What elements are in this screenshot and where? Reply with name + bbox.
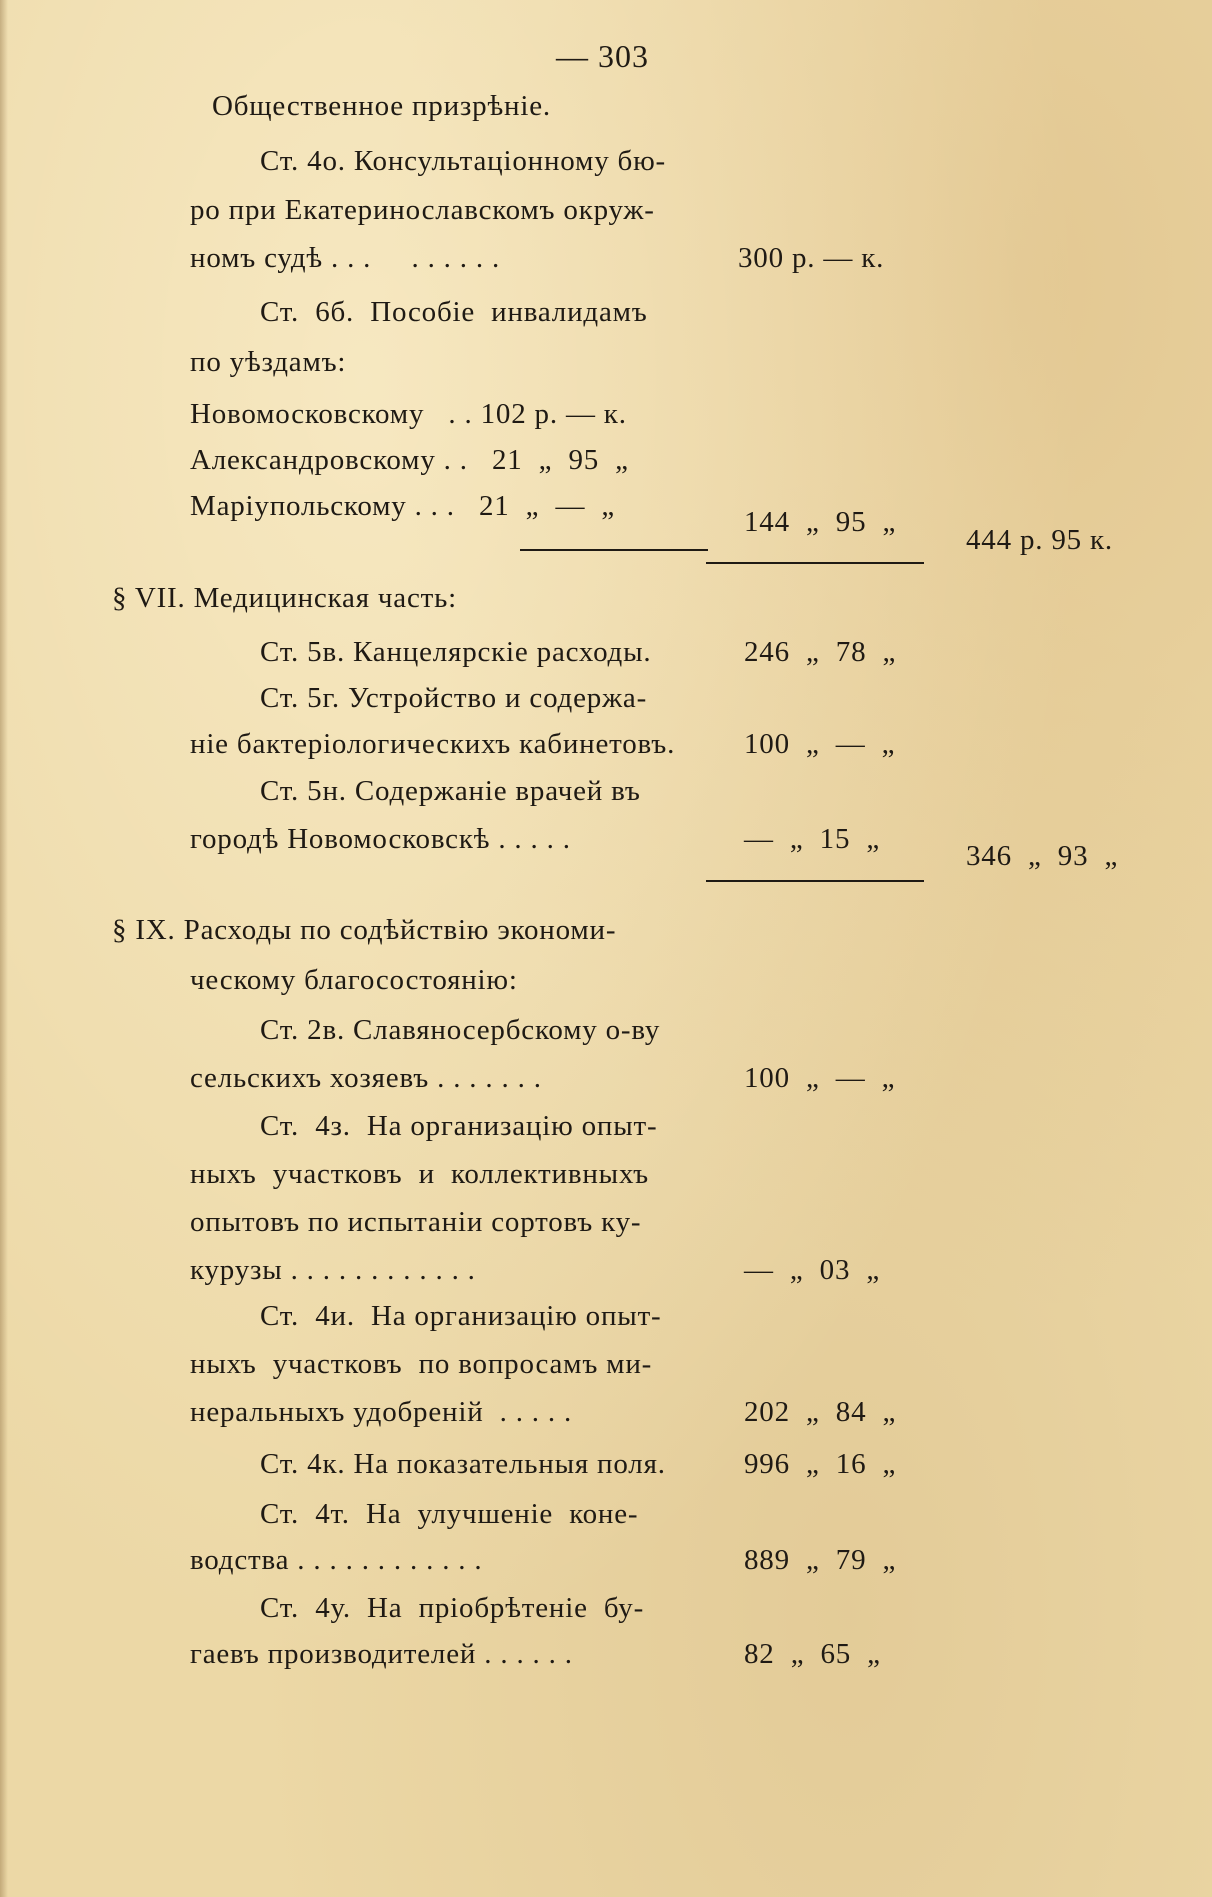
st-4k: Ст. 4к. На показательныя поля. — [260, 1448, 666, 1480]
st-5n-l1: Ст. 5н. Содержаніе врачей въ — [260, 775, 641, 807]
st-5n-amt: — „ 15 „ — [744, 823, 881, 855]
st-4t-l1: Ст. 4т. На улучшеніе коне- — [260, 1498, 639, 1530]
st-4i-amt: 202 „ 84 „ — [744, 1396, 897, 1428]
page-edge-shadow — [0, 0, 8, 1897]
section-vii: § VII. Медицинская часть: — [112, 582, 457, 614]
st-5n-l2: городѣ Новомосковскѣ . . . . . — [190, 823, 571, 855]
st-4u-amt: 82 „ 65 „ — [744, 1638, 881, 1670]
st-6b-l2: по уѣздамъ: — [190, 346, 347, 378]
st-4t-l2: водства . . . . . . . . . . . . — [190, 1544, 483, 1576]
total-vii: 346 „ 93 „ — [966, 840, 1119, 872]
st-4z-amt: — „ 03 „ — [744, 1254, 881, 1286]
st-5v: Ст. 5в. Канцелярскіе расходы. — [260, 636, 652, 668]
st-4t-amt: 889 „ 79 „ — [744, 1544, 897, 1576]
st-4u-l2: гаевъ производителей . . . . . . — [190, 1638, 573, 1670]
section-ix-l2: ческому благосостоянію: — [190, 964, 518, 996]
st-4o-amt: 300 р. — к. — [738, 242, 885, 274]
page-number: — 303 — [556, 38, 649, 74]
sub-mariupol: Маріупольскому . . . 21 „ — „ — [190, 490, 616, 522]
st-2v-l2: сельскихъ хозяевъ . . . . . . . — [190, 1062, 542, 1094]
section-ix-l1: § IX. Расходы по содѣйствію экономи- — [112, 914, 617, 946]
st-4z-l2: ныхъ участковъ и коллективныхъ — [190, 1158, 649, 1190]
st-5g-l2: ніе бактеріологическихъ кабинетовъ. — [190, 728, 676, 760]
st-4o-l2: ро при Екатеринославскомъ окруж- — [190, 194, 655, 226]
st-4u-l1: Ст. 4у. На пріобрѣтеніе бу- — [260, 1592, 645, 1624]
st-5g-amt: 100 „ — „ — [744, 728, 896, 760]
st-4o-l1: Ст. 4о. Консультаціонному бю- — [260, 145, 667, 177]
subtotal-rule — [706, 562, 924, 564]
st-4k-amt: 996 „ 16 „ — [744, 1448, 897, 1480]
sub-novomosk: Новомосковскому . . 102 р. — к. — [190, 398, 627, 430]
st-4o-l3: номъ судѣ . . . . . . . . . — [190, 242, 501, 274]
total-section: 444 р. 95 к. — [966, 524, 1113, 556]
st-4z-l4: курузы . . . . . . . . . . . . — [190, 1254, 476, 1286]
subtotal-rule — [520, 549, 708, 551]
sub-aleksandr: Александровскому . . 21 „ 95 „ — [190, 444, 629, 476]
sum-6b: 144 „ 95 „ — [744, 506, 897, 538]
st-6b-l1: Ст. 6б. Пособіе инвалидамъ — [260, 296, 648, 328]
st-4i-l1: Ст. 4и. На организацію опыт- — [260, 1300, 662, 1332]
st-5v-amt: 246 „ 78 „ — [744, 636, 897, 668]
st-2v-l1: Ст. 2в. Славяносербскому о-ву — [260, 1014, 661, 1046]
st-5g-l1: Ст. 5г. Устройство и содержа- — [260, 682, 648, 714]
st-2v-amt: 100 „ — „ — [744, 1062, 896, 1094]
st-4z-l3: опытовъ по испытаніи сортовъ ку- — [190, 1206, 642, 1238]
st-4i-l3: неральныхъ удобреній . . . . . — [190, 1396, 573, 1428]
st-4z-l1: Ст. 4з. На организацію опыт- — [260, 1110, 658, 1142]
subtotal-rule — [706, 880, 924, 882]
heading-public-care: Общественное призрѣніе. — [212, 90, 551, 122]
st-4i-l2: ныхъ участковъ по вопросамъ ми- — [190, 1348, 653, 1380]
